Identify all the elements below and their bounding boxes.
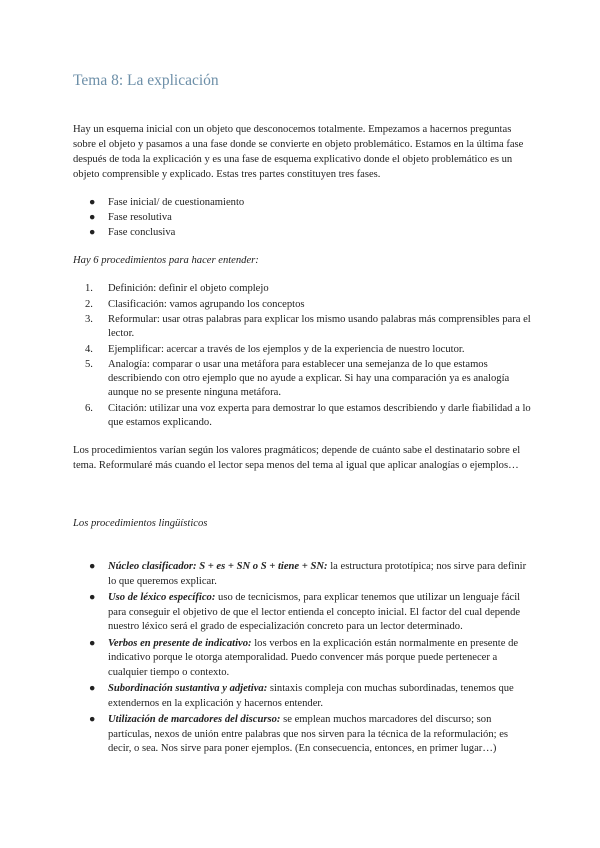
procedures-heading: Hay 6 procedimientos para hacer entender: xyxy=(73,255,259,266)
bullet-icon: ● xyxy=(89,227,96,238)
procedures-note: Los procedimientos varían según los valores pragmáticos; depende de cuánto sabe el destinatario sobre el tema. Reformularé más cuando el lector sepa menos del tema al igual que aplicar analogías o ejemplos… xyxy=(73,445,521,471)
list-item: ● Fase conclusiva xyxy=(89,227,176,238)
list-item: ● Fase resolutiva xyxy=(89,212,172,223)
list-item: 2. Clasificación: vamos agrupando los conceptos xyxy=(85,298,305,310)
bullet-icon: ● xyxy=(89,212,96,223)
bullet-icon: ● xyxy=(89,197,96,208)
phases-list xyxy=(73,195,533,240)
term: Verbos en presente de indicativo: xyxy=(108,637,252,649)
linguistic-list xyxy=(73,560,528,759)
term: Uso de léxico específico: xyxy=(108,592,216,603)
term: Núcleo clasificador: S + es + SN o S + tiene + SN: xyxy=(108,561,328,572)
page-title: Tema 8: La explicación xyxy=(73,72,219,89)
term: Subordinación sustantiva y adjetiva: xyxy=(108,683,268,694)
list-item: 4. Ejemplificar: acercar a través de los ejemplos y de la experiencia de nuestro locutor. xyxy=(85,343,465,355)
list-item: ● Verbos en presente de indicativo: los verbos en la explicación están normalmente en presente de indicativo porque le otorga atemporalidad. Puedo convencer más porque puede pertenecer a cualquier tiempo o contexto. xyxy=(89,637,519,678)
list-item: ● Uso de léxico específico: uso de tecnicismos, para explicar tenemos que utilizar un lenguaje fácil para conseguir el objetivo de que el lector entienda el concepto inicial. El factor del cual depende nuestro léxico será el grado de especialización concreto para un lector determinado. xyxy=(89,592,521,632)
list-item: 6. Citación: utilizar una voz experta para demostrar lo que estamos describiendo y darle fiabilidad a lo que estamos explicando. xyxy=(85,402,531,428)
list-item: 5. Analogía: comparar o usar una metáfora para establecer una semejanza de lo que estamos describiendo con otro ejemplo que no ayude a explicar. Si hay una comparación ya es analogía aunque no se presente ninguna metáfora. xyxy=(85,359,510,398)
list-item: 1. Definición: definir el objeto complejo xyxy=(85,283,269,294)
intro-paragraph: Hay un esquema inicial con un objeto que desconocemos totalmente. Empezamos a hacernos preguntas sobre el objeto y pasamos a una fase donde se convierte en objeto problemático. Estamos en la última fase después de toda la explicación y es una fase de esquema explicativo donde el objeto problemático es un objeto comprensible y explicado. Estas tres partes constituyen tres fases. xyxy=(73,124,524,180)
list-item: 3. Reformular: usar otras palabras para explicar los mismo usando palabras más comprensibles para el lector. xyxy=(85,314,531,339)
list-item: ● Núcleo clasificador: S + es + SN o S + tiene + SN: la estructura prototípica; nos sirve para definir lo que queremos explicar. xyxy=(89,561,527,587)
list-item: ● Fase inicial/ de cuestionamiento xyxy=(89,197,245,208)
bullet-icon: ● xyxy=(89,637,96,649)
list-item: ● Utilización de marcadores del discurso: se emplean muchos marcadores del discurso; son partículas, nexos de unión entre palabras que nos sirven para la técnica de la reformulación; es decir, o sea. Nos sirve para poner ejemplos. (En consecuencia, entonces, en primer lugar…) xyxy=(89,714,509,754)
bullet-icon: ● xyxy=(89,592,96,603)
list-item: ● Subordinación sustantiva y adjetiva: sintaxis compleja con muchas subordinadas, tenemos que extendernos en la explicación y hacernos entender. xyxy=(89,683,514,709)
procedures-list xyxy=(73,282,533,431)
bullet-icon: ● xyxy=(89,714,96,725)
bullet-icon: ● xyxy=(89,683,96,694)
linguistic-heading: Los procedimientos lingüísticos xyxy=(73,518,208,529)
term: Utilización de marcadores del discurso: xyxy=(108,714,281,725)
bullet-icon: ● xyxy=(89,561,96,572)
